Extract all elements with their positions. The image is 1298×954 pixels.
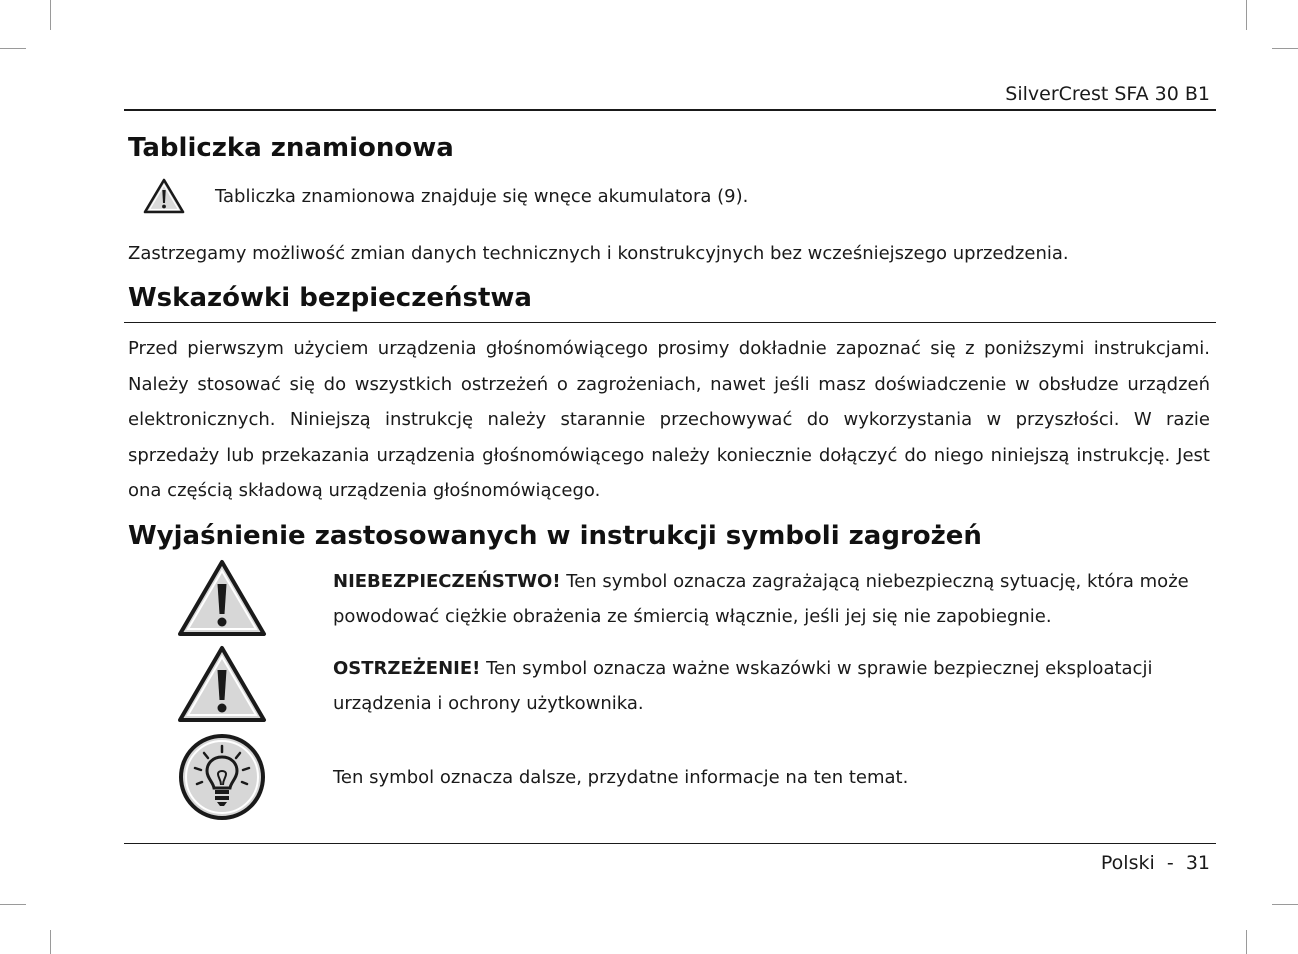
lightbulb-icon xyxy=(178,733,266,821)
crop-mark xyxy=(1246,0,1247,30)
section-title-nameplate: Tabliczka znamionowa xyxy=(128,133,454,163)
crop-mark xyxy=(50,0,51,30)
disclaimer-text: Zastrzegamy możliwość zmian danych technicznych i konstrukcyjnych bez wcześniejszego uprzedzenia. xyxy=(128,243,1069,264)
safety-paragraph: Przed pierwszym użyciem urządzenia głośnomówiącego prosimy dokładnie zapoznać się z poniższymi instrukcjami. Należy stosować się do wszystkich ostrzeżeń o zagrożeniach, nawet jeśli masz doświadczenie w obsłudze urządzeń elektronicznych. Niniejszą instrukcję należy starannie przechowywać do wykorzystania w przyszłości. W razie sprzedaży lub przekazania urządzenia głośnomówiącego należy koniecznie dołączyć do niego niniejszą instrukcję. Jest ona częścią składową urządzenia głośnomówiącego. xyxy=(128,338,1210,501)
nameplate-note: Tabliczka znamionowa znajduje się wnęce akumulatora (9). xyxy=(215,186,749,207)
danger-text: Ten symbol oznacza zagrażającą niebezpieczną sytuację, która może powodować ciężkie obrażenia ze śmiercią włącznie, jeśli jej się nie zapobiegnie. xyxy=(333,571,1189,627)
danger-warning-triangle-icon xyxy=(177,559,267,637)
section-title-symbols: Wyjaśnienie zastosowanych w instrukcji symboli zagrożeń xyxy=(128,521,982,551)
header-rule xyxy=(124,109,1216,111)
section-title-safety: Wskazówki bezpieczeństwa xyxy=(128,283,532,313)
warning-triangle-icon xyxy=(143,178,185,214)
warning-description xyxy=(333,651,1213,721)
section-rule xyxy=(124,322,1216,323)
footer-page-info xyxy=(1101,852,1210,874)
footer-rule xyxy=(124,843,1216,844)
warning-text: Ten symbol oznacza ważne wskazówki w sprawie bezpiecznej eksploatacji urządzenia i ochrony użytkownika. xyxy=(333,658,1153,714)
danger-label: NIEBEZPIECZEŃSTWO! xyxy=(333,571,561,592)
crop-mark xyxy=(0,904,26,905)
crop-mark xyxy=(1272,48,1298,49)
crop-mark xyxy=(1246,930,1247,954)
header-product-name: SilverCrest SFA 30 B1 xyxy=(1005,83,1210,105)
crop-mark xyxy=(50,930,51,954)
danger-description xyxy=(333,564,1213,634)
crop-mark xyxy=(1272,904,1298,905)
info-description: Ten symbol oznacza dalsze, przydatne informacje na ten temat. xyxy=(333,767,909,788)
warning-triangle-icon xyxy=(177,645,267,723)
footer-language: Polski xyxy=(1100,852,1155,874)
crop-mark xyxy=(0,48,26,49)
warning-label: OSTRZEŻENIE! xyxy=(333,658,481,679)
page-number: 31 xyxy=(1185,852,1210,874)
footer-separator: - xyxy=(1166,852,1174,874)
